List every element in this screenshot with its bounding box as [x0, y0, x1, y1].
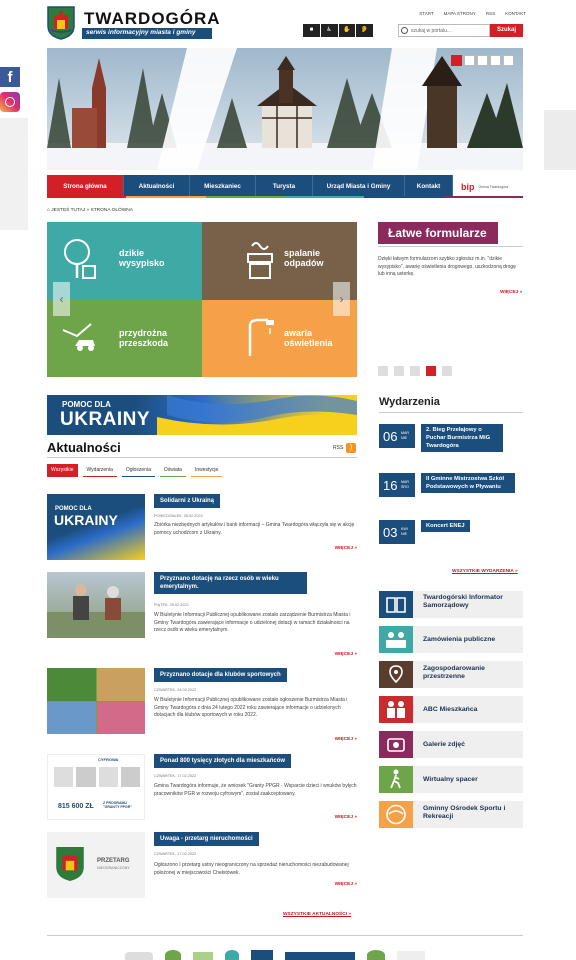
thumb-unlimited: NIEOGRANICZONY	[97, 866, 130, 870]
map-pin-icon	[379, 661, 413, 688]
news-headline[interactable]: Ponad 800 tysięcy złotych dla mieszkańców	[154, 754, 291, 768]
partner-logo[interactable]	[125, 952, 153, 960]
bip-link[interactable]	[453, 175, 523, 198]
partner-logo[interactable]	[165, 950, 181, 960]
news-item	[47, 572, 357, 662]
quicklink-photo-gallery[interactable]	[379, 731, 523, 758]
filter-events[interactable]: Wydarzenia	[83, 464, 117, 477]
tiles-next-arrow[interactable]: ›	[333, 282, 350, 316]
event-weekday: ŚRO	[401, 484, 409, 489]
main-nav	[47, 175, 523, 198]
rss-icon[interactable]: )	[346, 443, 356, 453]
news-date: PONIEDZIAŁEK, 28.02.2022	[154, 514, 203, 518]
event-day: 06	[383, 429, 398, 444]
hero-dot-5[interactable]	[503, 55, 514, 66]
quicklink-label: Galerie zdjęć	[423, 741, 465, 748]
forms-dot-3[interactable]	[410, 366, 420, 376]
event-month: MAR	[401, 480, 409, 484]
event-weekday: NIE	[401, 531, 407, 536]
nav-item-tourist[interactable]: Turysta	[256, 175, 313, 198]
news-more-link[interactable]: WIĘCEJ »	[334, 652, 357, 657]
events-section-title: Wydarzenia	[379, 396, 440, 408]
top-link-rss[interactable]: RSS	[485, 11, 496, 16]
event-date	[379, 424, 415, 448]
contrast-icon[interactable]: ■	[303, 24, 320, 37]
news-date: CZWARTEK, 24.02.2022	[154, 688, 197, 692]
news-thumbnail[interactable]	[47, 832, 145, 898]
quicklink-label: Zagospodarowanie przestrzenne	[423, 665, 485, 680]
gosir-logo-icon	[379, 801, 413, 828]
event-day: 03	[383, 525, 398, 540]
news-thumbnail[interactable]	[47, 494, 145, 560]
easy-forms-title[interactable]: Łatwe formularze	[378, 222, 498, 244]
hero-dot-4[interactable]	[490, 55, 501, 66]
breadcrumb: ⌂ JESTEŚ TUTAJ » STRONA GŁÓWNA	[47, 208, 133, 213]
tile-label-1: awaria	[284, 327, 313, 338]
nav-color-strip	[47, 196, 523, 198]
event-item[interactable]	[379, 424, 523, 456]
partner-logo[interactable]	[285, 952, 355, 960]
partner-logo[interactable]	[367, 950, 385, 960]
news-item	[47, 494, 357, 562]
wheelchair-icon[interactable]: ♿	[321, 24, 338, 37]
nav-item-news[interactable]: Aktualności	[124, 175, 190, 198]
tile-label-1: spalanie	[284, 248, 321, 258]
hero-dot-3[interactable]	[477, 55, 488, 66]
news-section-title: Aktualności	[47, 440, 121, 455]
event-item[interactable]	[379, 520, 523, 548]
thumb-digital-label: CYFROWA	[98, 757, 119, 762]
event-name[interactable]: Koncert ENEJ	[421, 520, 470, 532]
right-edge-panel	[544, 110, 576, 170]
quicklink-sports-center[interactable]	[379, 801, 523, 828]
instagram-icon[interactable]	[0, 92, 20, 112]
bip-subtitle: Gmina Twardogóra	[478, 184, 509, 189]
top-links	[419, 11, 526, 16]
tile-label-1: przydrożna	[119, 327, 168, 338]
news-more-link[interactable]: WIĘCEJ »	[334, 737, 357, 742]
filter-announcements[interactable]: Ogłoszenia	[122, 464, 155, 477]
news-excerpt: W Biuletynie Informacji Publicznej opublikowane zostało zarządzenie Burmistrza Miasta i Gminy Twardogóra zawierające informacje o udzielonej dotacji w ramach działalności na rzecz osób w wieku emerytalnym.	[154, 612, 351, 633]
quicklink-resident-abc[interactable]	[379, 696, 523, 723]
event-month: KWI	[401, 527, 408, 531]
filter-education[interactable]: Oświata	[160, 464, 186, 477]
quicklink-label: Wirtualny spacer	[423, 776, 478, 783]
news-headline[interactable]: Przyznano dotacje dla klubów sportowych	[154, 668, 287, 682]
ukraine-banner-line1: POMOC DLA	[62, 400, 111, 409]
hero-dot-1[interactable]	[451, 55, 462, 66]
book-icon	[379, 591, 413, 618]
news-excerpt: Ogłoszono I przetarg ustny nieograniczony na sprzedaż nieruchomości niezabudowanej położonej w miejscowości Chełstówek.	[154, 862, 349, 876]
tree-dump-icon	[61, 238, 97, 280]
forms-dot-2[interactable]	[394, 366, 404, 376]
top-link-contact[interactable]: KONTAKT	[505, 11, 526, 16]
forms-dot-4[interactable]	[426, 366, 436, 376]
thumb-program: Z PROGRAMU "GRANTY PPGR"	[103, 801, 132, 809]
all-events-link[interactable]: WSZYSTKIE WYDARZENIA »	[452, 569, 518, 574]
quicklink-virtual-walk[interactable]	[379, 766, 523, 793]
news-headline[interactable]: Przyznano dotację na rzecz osób w wieku emerytalnym.	[154, 572, 307, 594]
news-thumbnail[interactable]	[47, 572, 145, 638]
partner-logo[interactable]	[193, 952, 213, 960]
event-date	[379, 520, 415, 544]
search-button[interactable]: Szukaj	[490, 24, 523, 37]
top-link-sitemap[interactable]: MAPA STRONY	[443, 11, 476, 16]
nav-item-contact[interactable]: Kontakt	[405, 175, 453, 198]
left-edge-panel	[0, 118, 28, 230]
news-date: CZWARTEK, 17.02.2022	[154, 774, 197, 778]
home-icon: ⌂	[47, 208, 50, 213]
thumb-line1: POMOC DLA	[55, 506, 92, 512]
news-more-link[interactable]: WIĘCEJ »	[334, 546, 357, 551]
tile-label-2: przeszkoda	[119, 337, 169, 348]
walker-icon	[379, 766, 413, 793]
thumb-tender: PRZETARG	[97, 858, 130, 864]
forms-dot-5[interactable]	[442, 366, 452, 376]
news-item	[47, 754, 357, 826]
top-link-start[interactable]: START	[419, 11, 434, 16]
quicklink-label: Zamówienia publiczne	[423, 636, 496, 643]
news-divider	[47, 457, 357, 458]
hero-slider-image	[47, 48, 523, 170]
tile-label-2: odpadów	[284, 258, 324, 268]
thumb-amount: 815 600 ZŁ	[58, 803, 94, 810]
fallen-tree-car-icon	[61, 316, 97, 358]
partner-logo[interactable]	[397, 951, 425, 960]
report-tiles	[47, 222, 357, 377]
breadcrumb-label: JESTEŚ TUTAJ	[51, 208, 86, 213]
event-name[interactable]: 2. Bieg Przełajowy o Puchar Burmistrza MiG Twardogóra	[421, 424, 503, 452]
quicklink-spatial-planning[interactable]	[379, 661, 523, 688]
easy-forms-text: Dzięki łatwym formularzom szybko zgłosisz m.in. "dzikie wysypisko", awarię oświetlenia drogowego, uszkodzoną drogę lub inną usterkę.	[378, 256, 516, 277]
breadcrumb-current[interactable]: STRONA GŁÓWNA	[90, 208, 133, 213]
accessibility-toolbar	[303, 24, 373, 37]
nav-item-city-office[interactable]: Urząd Miasta i Gminy	[313, 175, 405, 198]
event-month: MAR	[401, 431, 409, 435]
news-item	[47, 668, 357, 746]
facebook-icon[interactable]: f	[0, 67, 20, 87]
tile-label-2: wysypisko	[119, 258, 165, 268]
hero-slider-dots	[451, 55, 514, 66]
news-excerpt: W Biuletynie Informacji Publicznej opublikowane zostało ogłoszenie Burmistrza Miasta i Gminy Twardogóra z dnia 24 lutego 2022 roku zawierające informacje o udzielonych dotacjach dla klubów sportowych w roku 2022.	[154, 697, 348, 718]
street-lamp-icon	[242, 316, 278, 358]
event-weekday: NIE	[401, 435, 407, 440]
town-coat-of-arms-icon[interactable]	[47, 6, 75, 40]
quicklink-informator[interactable]	[379, 591, 523, 618]
camera-icon	[379, 731, 413, 758]
news-more-link[interactable]: WIĘCEJ »	[334, 882, 357, 887]
news-item	[47, 832, 357, 898]
bip-logo: bip	[461, 181, 475, 192]
event-item[interactable]	[379, 473, 523, 505]
news-headline[interactable]: Uwaga - przetarg nieruchomości	[154, 832, 259, 846]
quicklink-public-procurement[interactable]	[379, 626, 523, 653]
search-icon	[401, 27, 408, 34]
filter-all[interactable]: Wszystkie	[47, 464, 78, 477]
news-thumbnail[interactable]	[47, 668, 145, 734]
site-brand[interactable]: TWARDOGÓRA	[84, 9, 221, 28]
news-date: CZWARTEK, 17.02.2022	[154, 852, 197, 856]
event-name[interactable]: II Gminne Mistrzostwa Szkół Podstawowych w Pływaniu	[421, 473, 515, 493]
tile-label-1: dzikie	[119, 248, 145, 258]
news-more-link[interactable]: WIĘCEJ »	[334, 815, 357, 820]
forms-dot-1[interactable]	[378, 366, 388, 376]
hero-dot-2[interactable]	[464, 55, 475, 66]
news-thumbnail[interactable]	[47, 754, 145, 820]
tile-label-2: oświetlenia	[284, 337, 333, 348]
event-day: 16	[383, 478, 398, 493]
thumb-line2: UKRAINY	[54, 512, 118, 528]
coat-of-arms-icon	[55, 846, 85, 882]
ukraine-banner-line2: UKRAINY	[60, 409, 151, 430]
partner-logo[interactable]	[225, 950, 239, 960]
filter-investments[interactable]: Inwestycje	[191, 464, 222, 477]
family-icon	[379, 696, 413, 723]
news-headline[interactable]: Solidarni z Ukrainą	[154, 494, 220, 508]
news-excerpt: Zbiórka niezbędnych artykułów i bank informacji – Gmina Twardogóra włączyła się w akcję pomocy uchodźcom z Ukrainy.	[154, 522, 355, 536]
quicklink-label: Twardogórski Informator Samorządowy	[423, 594, 503, 609]
rss-label[interactable]: RSS	[333, 445, 344, 451]
forms-divider	[378, 246, 523, 247]
site-tagline: serwis informacyjny miasta i gminy	[82, 28, 212, 39]
tiles-prev-arrow[interactable]: ‹	[53, 282, 70, 316]
deaf-icon[interactable]: 👂	[356, 24, 373, 37]
partner-logos	[125, 948, 435, 960]
quicklink-label: ABC Mieszkańca	[423, 706, 478, 713]
events-divider	[379, 412, 523, 413]
footer-divider	[47, 935, 523, 936]
search-input[interactable]: szukaj w portalu...	[398, 24, 490, 37]
nav-item-home[interactable]: Strona główna	[47, 175, 124, 198]
quicklink-label: Gminny Ośrodek Sportu i Rekreacji	[423, 805, 506, 820]
news-date: PIĄTEK, 25.02.2022	[154, 603, 189, 607]
forms-slider-dots	[378, 366, 452, 376]
event-date	[379, 473, 415, 497]
tile-road-obstacle[interactable]	[47, 300, 202, 378]
people-icon	[379, 626, 413, 653]
forms-more-link[interactable]: WIĘCEJ »	[500, 290, 523, 295]
stove-smoke-icon	[242, 238, 278, 280]
all-news-link[interactable]: WSZYSTKIE AKTUALNOŚCI »	[283, 912, 352, 917]
news-filters	[47, 464, 222, 477]
sign-language-icon[interactable]: ✋	[339, 24, 356, 37]
news-excerpt: Gmina Twardogóra informuje, że wniosek "Granty PPGR - Wsparcie dzieci i wnuków byłych pracowników PGR w rozwoju cyfrowym", został zaakceptowany.	[154, 783, 357, 797]
tile-illegal-dump[interactable]	[47, 222, 202, 300]
nav-item-resident[interactable]: Mieszkaniec	[190, 175, 256, 198]
partner-logo[interactable]	[251, 950, 273, 960]
